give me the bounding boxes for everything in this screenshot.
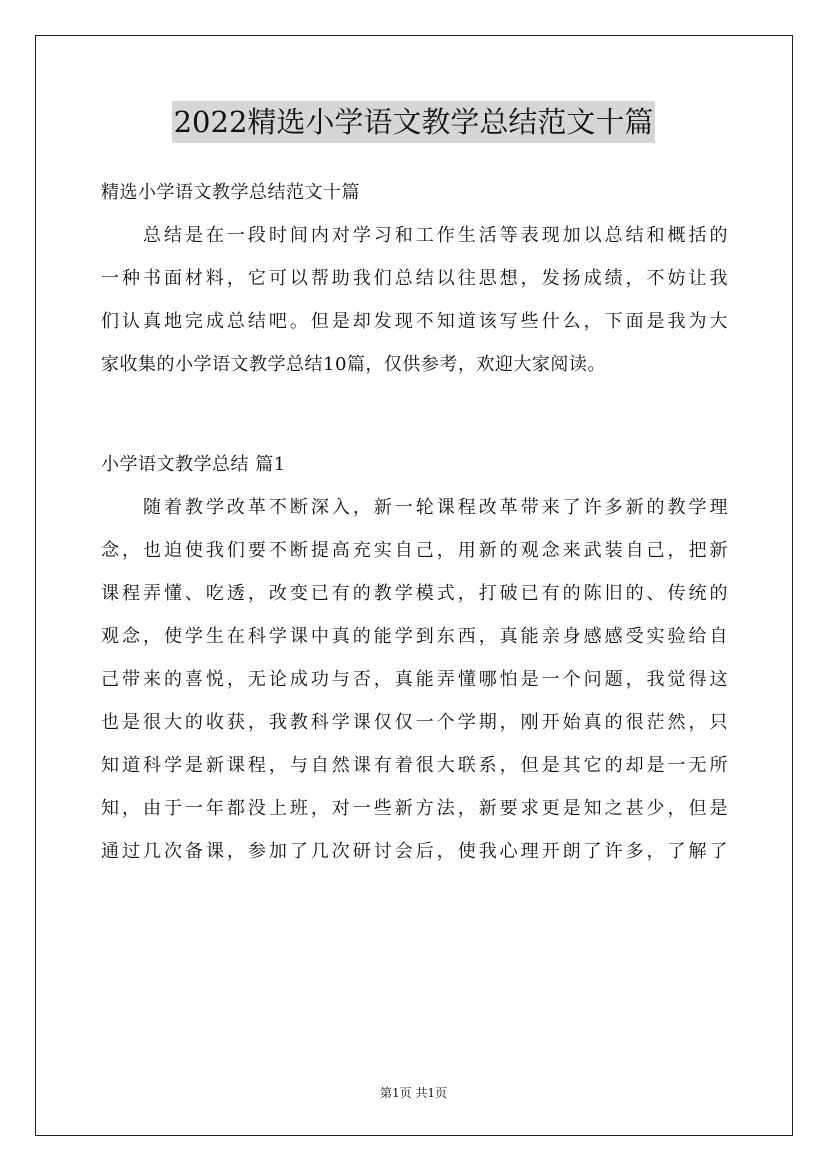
section-line: 课程弄懂、吃透，改变已有的教学模式，打破已有的陈旧的、传统的: [101, 583, 728, 604]
intro-line: 总结是在一段时间内对学习和工作生活等表现加以总结和概括的: [143, 225, 728, 246]
section-line: 知道科学是新课程，与自然课有着很大联系，但是其它的却是一无所: [101, 755, 728, 776]
section-line: 随着教学改革不断深入，新一轮课程改革带来了许多新的教学理: [143, 497, 728, 518]
paragraph-gap: [101, 386, 728, 443]
title-container: [0, 101, 827, 143]
page-footer: 第1页 共1页: [379, 1086, 448, 1100]
section-line: 己带来的喜悦，无论成功与否，真能弄懂哪怕是一个问题，我觉得这: [101, 669, 728, 690]
section-line: 通过几次备课，参加了几次研讨会后，使我心理开朗了许多，了解了: [101, 841, 728, 862]
intro-line: 们认真地完成总结吧。但是却发现不知道该写些什么，下面是我为大: [101, 311, 728, 332]
intro-line: 一种书面材料，它可以帮助我们总结以往思想，发扬成绩，不妨让我: [101, 268, 728, 289]
section-line: 观念，使学生在科学课中真的能学到东西，真能亲身感感受实验给自: [101, 626, 728, 647]
section-line: 知，由于一年都没上班，对一些新方法，新要求更是知之甚少，但是: [101, 798, 728, 819]
intro-line: 家收集的小学语文教学总结10篇，仅供参考，欢迎大家阅读。: [101, 354, 606, 375]
document-body: [101, 171, 728, 873]
document-subtitle: 精选小学语文教学总结范文十篇: [101, 182, 360, 203]
section-line: 也是很大的收获，我教科学课仅仅一个学期，刚开始真的很茫然，只: [101, 712, 728, 733]
section-line: 念，也迫使我们要不断提高充实自己，用新的观念来武装自己，把新: [101, 540, 728, 561]
section-heading: 小学语文教学总结 篇1: [101, 454, 286, 475]
document-title: 2022精选小学语文教学总结范文十篇: [172, 101, 656, 143]
